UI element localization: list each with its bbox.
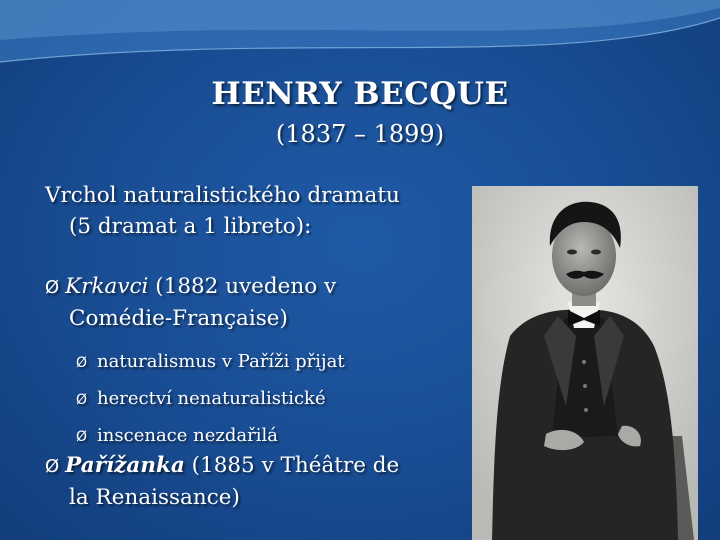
intro-line-1: Vrchol naturalistického dramatu [45,183,400,208]
bullet-arrow-icon: Ø [76,429,88,445]
work-title: Krkavci [65,274,149,299]
bullet-text-continued: la Renaissance) [69,485,240,510]
bullet-parizanka [45,450,455,513]
bullet-arrow-icon: Ø [45,456,60,477]
sub-bullet-item: Ø inscenace nezdařilá [76,425,278,446]
sub-bullet-list [76,344,456,455]
work-title: Pařížanka [65,453,185,478]
portrait-photo [472,186,698,540]
bullet-krkavci [45,271,455,334]
slide-subtitle: (1837 – 1899) [275,120,445,148]
slide-title: HENRY BECQUE [211,76,509,112]
header-swoosh-decoration [0,0,720,80]
sub-bullet-item: Ø naturalismus v Paříži přijat [76,351,345,372]
intro-text [45,180,465,242]
portrait-illustration [472,186,698,540]
bullet-text: (1882 uvedeno v [148,274,337,299]
intro-line-2: (5 dramat a 1 libreto): [69,214,312,239]
bullet-arrow-icon: Ø [76,355,88,371]
bullet-text-continued: Comédie-Française) [69,306,288,331]
bullet-text: (1885 v Théâtre de [184,453,400,478]
bullet-arrow-icon: Ø [45,277,60,298]
bullet-arrow-icon: Ø [76,392,88,408]
sub-bullet-item: Ø herectví nenaturalistické [76,388,326,409]
